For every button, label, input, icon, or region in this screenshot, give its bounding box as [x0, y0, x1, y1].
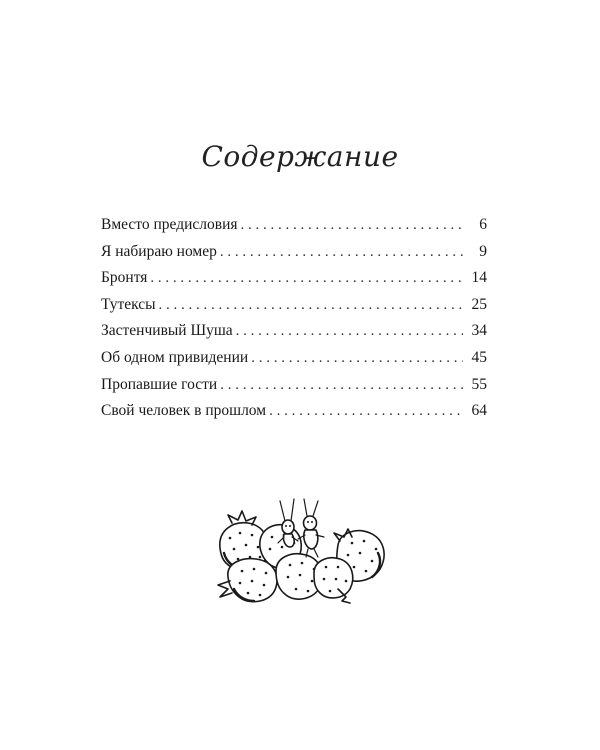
toc-entry[interactable] [101, 265, 487, 292]
toc-dot-leader [159, 292, 463, 319]
toc-entry[interactable] [101, 372, 487, 399]
toc-entry-page: 9 [479, 242, 487, 260]
toc-dot-leader [269, 398, 463, 425]
toc-dot-leader [220, 372, 463, 399]
toc-entry[interactable] [101, 239, 487, 266]
toc-dot-leader [220, 239, 463, 266]
toc-entry-page: 14 [471, 269, 487, 287]
toc-entry-page: 34 [471, 322, 487, 340]
toc-dot-leader [150, 265, 463, 292]
toc-dot-leader [236, 318, 463, 345]
toc-entry-title: Застенчивый Шуша [101, 322, 233, 340]
page-title: Содержание [201, 140, 399, 173]
toc-entry-page: 25 [471, 295, 487, 313]
toc-entry[interactable] [101, 212, 487, 239]
toc-entry-title: Вместо предисловия [101, 216, 238, 233]
toc-entry-title: Тутексы [101, 295, 156, 313]
toc-entry-title: Пропавшие гости [101, 375, 218, 393]
toc-dot-leader [251, 345, 463, 372]
toc-entry[interactable] [101, 398, 487, 425]
toc-entry[interactable] [101, 318, 487, 345]
toc-entry-page: 55 [471, 375, 487, 393]
toc-entry[interactable] [101, 292, 487, 319]
toc-entry-title: Я набираю номер [101, 242, 217, 260]
toc-entry-title: Свой человек в прошлом [101, 402, 267, 420]
toc-dot-leader [241, 212, 464, 239]
toc-entry-page: 45 [471, 348, 487, 366]
toc-entry-title: Бронтя [101, 269, 148, 287]
toc-entry-page: 6 [479, 216, 487, 233]
strawberries-with-bugs-icon [210, 493, 390, 613]
toc-entry[interactable] [101, 345, 487, 372]
toc-entry-title: Об одном привидении [101, 348, 249, 366]
toc-entry-page: 64 [471, 402, 487, 420]
table-of-contents [101, 212, 487, 425]
